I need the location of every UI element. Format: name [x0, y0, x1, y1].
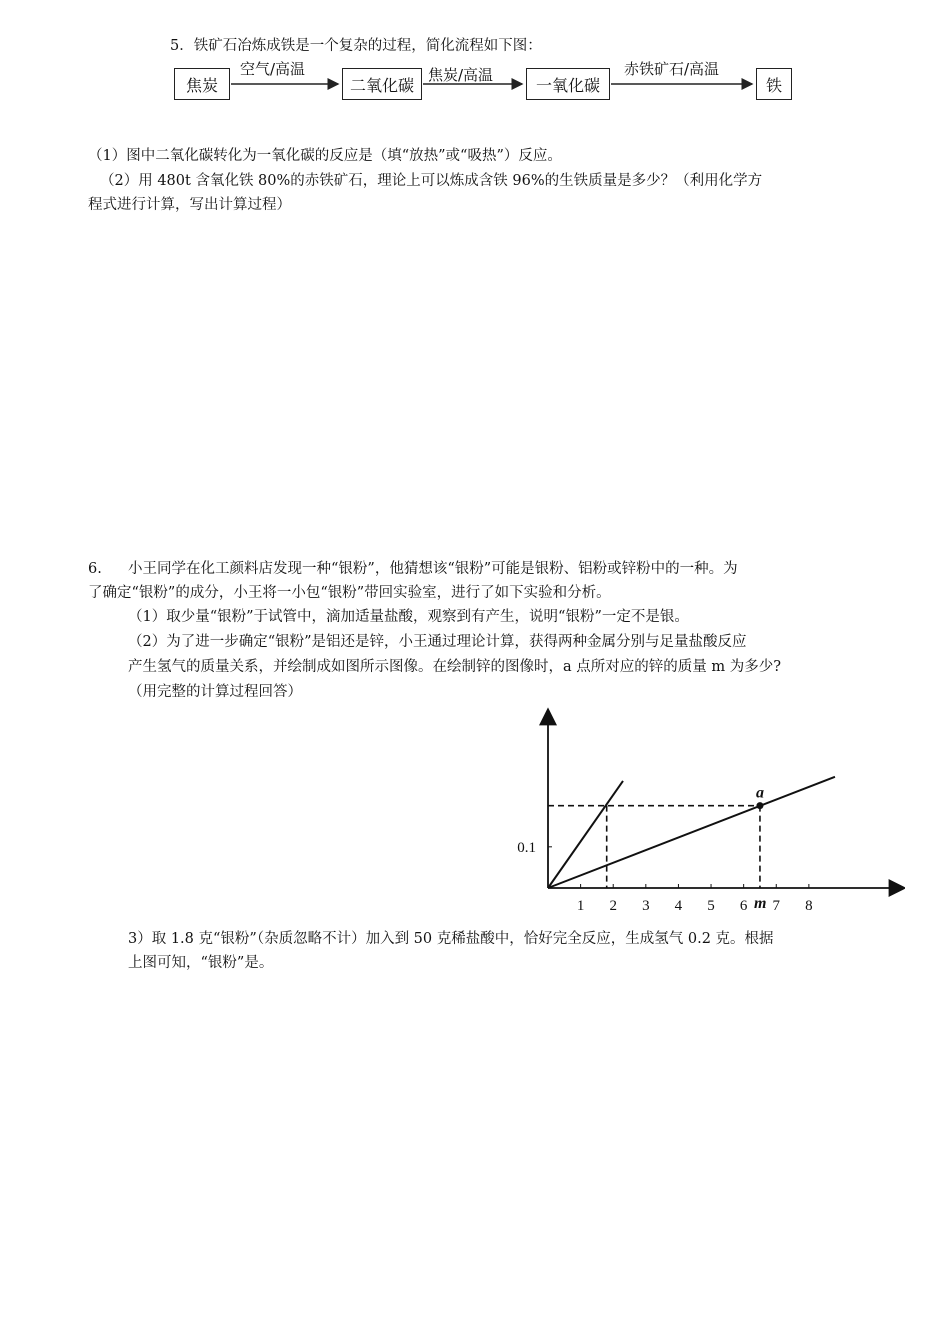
q5-intro: 5．铁矿石冶炼成铁是一个复杂的过程，简化流程如下图： — [170, 38, 542, 54]
hydrogen-mass-chart — [495, 705, 905, 920]
q6-part3-line1: 3）取 1.8 克“银粉”（杂质忽略不计）加入到 50 克稀盐酸中，恰好完全反应，生成氢气 0.2 克。根据 — [128, 931, 774, 947]
q6-part1: （1）取少量“银粉”于试管中，滴加适量盐酸，观察到有产生，说明“银粉”一定不是银。 — [128, 609, 689, 625]
series-line-2 — [548, 777, 835, 888]
q6-number: 6. — [88, 561, 102, 577]
q5-part1: （1）图中二氧化碳转化为一氧化碳的反应是（填“放热”或“吸热”）反应。 — [88, 148, 562, 164]
m-label: m — [753, 895, 767, 912]
flow-arrow-label-3: 赤铁矿石/高温 — [624, 60, 720, 78]
point-a-marker — [756, 802, 763, 809]
q6-part3-line2: 上图可知，“银粉”是。 — [128, 955, 274, 971]
flow-box-co: 一氧化碳 — [526, 68, 610, 100]
x-tick-label: 2 — [609, 898, 617, 914]
x-tick-label: 4 — [674, 898, 683, 914]
q6-part2-line1: （2）为了进一步确定“银粉”是铝还是锌，小王通过理论计算，获得两种金属分别与足量盐酸反应 — [128, 634, 747, 650]
q6-intro-line2: 了确定“银粉”的成分，小王将一小包“银粉”带回实验室，进行了如下实验和分析。 — [88, 585, 611, 601]
q6-part2-line2: 产生氢气的质量关系，并绘制成如图所示图像。在绘制锌的图像时，a 点所对应的锌的质量 m 为多少? — [128, 659, 781, 675]
q6-intro-line1: 小王同学在化工颜料店发现一种“银粉”，他猜想该“银粉”可能是银粉、铝粉或锌粉中的一种。为 — [128, 561, 738, 577]
q6-part2-line3: （用完整的计算过程回答） — [128, 684, 302, 700]
x-tick-label: 3 — [642, 898, 650, 914]
flow-box-co2: 二氧化碳 — [342, 68, 422, 100]
x-tick-label: 7 — [772, 898, 781, 914]
flow-arrow-label-1: 空气/高温 — [240, 60, 306, 78]
x-tick-label: 8 — [805, 898, 813, 914]
chart-svg — [495, 705, 905, 920]
point-a-label: a — [755, 784, 764, 802]
x-tick-label: 6 — [739, 898, 748, 914]
x-tick-label: 1 — [576, 898, 585, 914]
flow-arrow-label-2: 焦炭/高温 — [428, 66, 494, 84]
y-tick-label: 0.1 — [517, 839, 536, 856]
q5-part2-line1: （2）用 480t 含氧化铁 80%的赤铁矿石，理论上可以炼成含铁 96%的生铁质量是多少？（利用化学方 — [100, 173, 763, 189]
q5-part2-line2: 程式进行计算，写出计算过程） — [88, 197, 291, 213]
x-tick-label: 5 — [707, 898, 715, 914]
flow-box-iron: 铁 — [756, 68, 792, 100]
flow-box-coke: 焦炭 — [174, 68, 230, 100]
flow-diagram — [172, 62, 802, 106]
series-line-1 — [548, 781, 623, 888]
